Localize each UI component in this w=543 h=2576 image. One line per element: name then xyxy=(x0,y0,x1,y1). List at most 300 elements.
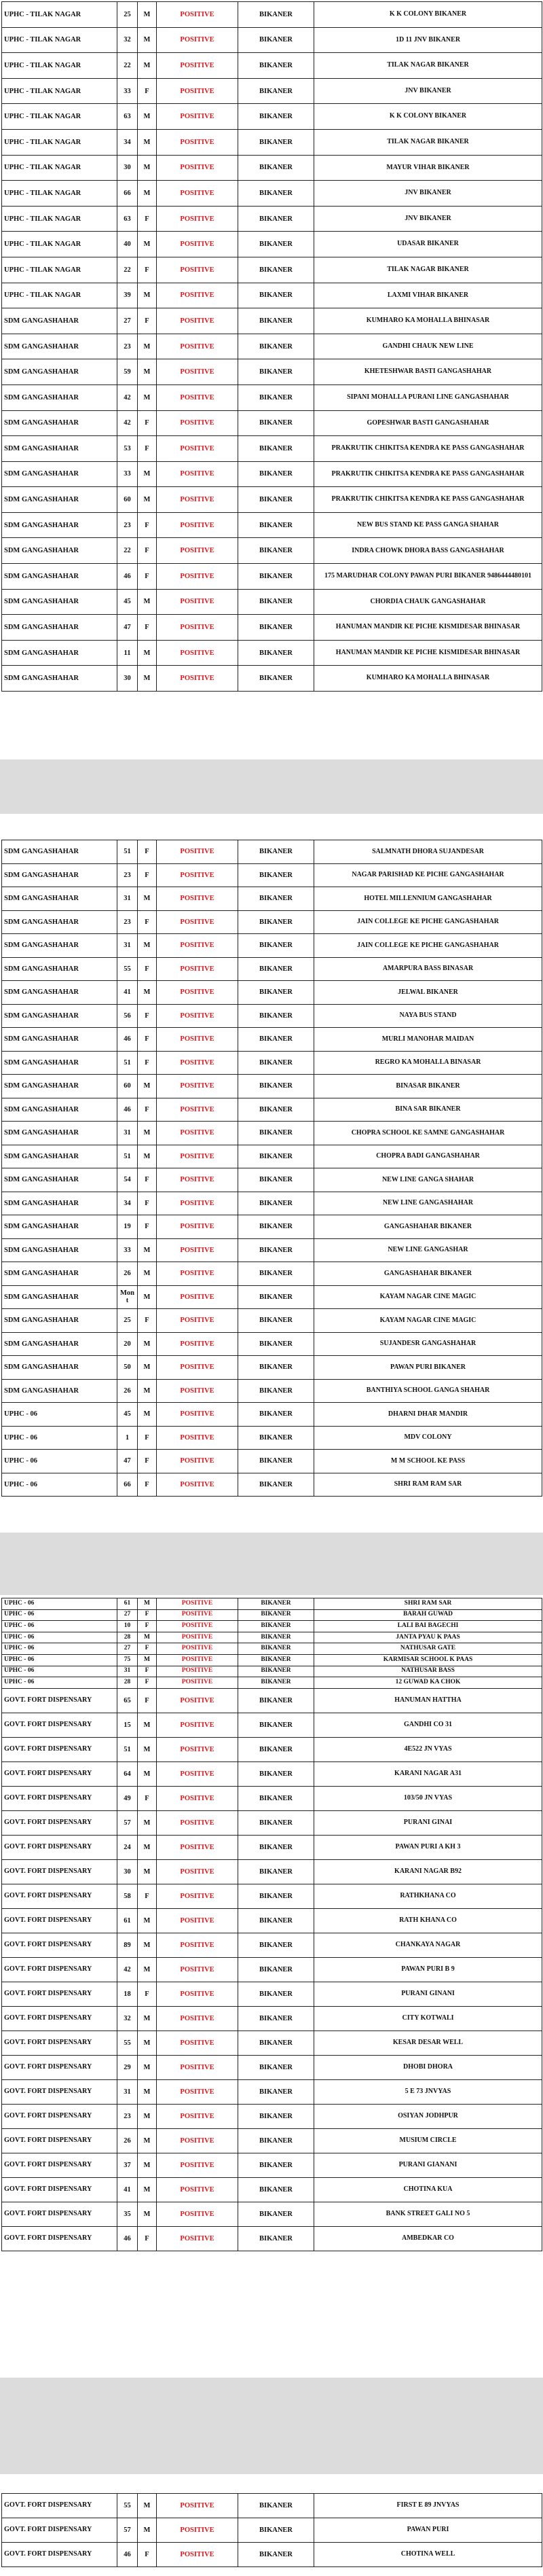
facility-cell: GOVT. FORT DISPENSARY xyxy=(2,1835,117,1859)
sex-cell: M xyxy=(138,181,157,207)
address-cell: LALI BAI BAGECHI xyxy=(314,1621,542,1632)
sex-cell: M xyxy=(138,1761,157,1786)
address-cell: JNV BIKANER xyxy=(314,78,542,104)
age-cell: 19 xyxy=(117,1215,138,1239)
status-cell: POSITIVE xyxy=(157,1933,238,1957)
age-cell: 30 xyxy=(117,155,138,181)
facility-cell: UPHC - 06 xyxy=(2,1666,117,1677)
facility-cell: GOVT. FORT DISPENSARY xyxy=(2,2031,117,2055)
city-cell: BIKANER xyxy=(238,104,314,130)
city-cell: BIKANER xyxy=(238,1098,314,1122)
sex-cell: F xyxy=(138,1688,157,1713)
age-cell: 30 xyxy=(117,1859,138,1884)
city-cell: BIKANER xyxy=(238,981,314,1005)
table-row xyxy=(2,1835,542,1859)
age-cell: Mont xyxy=(117,1285,138,1309)
sex-cell: F xyxy=(138,308,157,334)
facility-cell: GOVT. FORT DISPENSARY xyxy=(2,1761,117,1786)
age-cell: 64 xyxy=(117,1761,138,1786)
facility-cell: GOVT. FORT DISPENSARY xyxy=(2,2177,117,2202)
age-cell: 51 xyxy=(117,1145,138,1168)
table-row xyxy=(2,2518,542,2543)
page-separator xyxy=(0,1533,543,1595)
facility-cell: SDM GANGASHAHAR xyxy=(2,589,117,615)
facility-cell: GOVT. FORT DISPENSARY xyxy=(2,2104,117,2128)
age-cell: 55 xyxy=(117,2494,138,2518)
city-cell: BIKANER xyxy=(238,910,314,934)
city-cell: BIKANER xyxy=(238,1982,314,2006)
address-cell: MDV COLONY xyxy=(314,1426,542,1450)
facility-cell: SDM GANGASHAHAR xyxy=(2,1309,117,1333)
city-cell: BIKANER xyxy=(238,1051,314,1075)
city-cell: BIKANER xyxy=(238,1262,314,1286)
facility-cell: SDM GANGASHAHAR xyxy=(2,1051,117,1075)
sex-cell: M xyxy=(138,2153,157,2177)
table-row xyxy=(2,487,542,513)
status-cell: POSITIVE xyxy=(157,232,238,257)
address-cell: K K COLONY BIKANER xyxy=(314,104,542,130)
status-cell: POSITIVE xyxy=(157,2055,238,2079)
facility-cell: GOVT. FORT DISPENSARY xyxy=(2,1713,117,1737)
status-cell: POSITIVE xyxy=(157,1309,238,1333)
table-row xyxy=(2,1356,542,1380)
age-cell: 60 xyxy=(117,487,138,513)
facility-cell: UPHC - TILAK NAGAR xyxy=(2,283,117,308)
sex-cell: F xyxy=(138,1168,157,1192)
age-cell: 22 xyxy=(117,53,138,79)
address-cell: HOTEL MILLENNIUM GANGASHAHAR xyxy=(314,887,542,911)
table-row xyxy=(2,1309,542,1333)
facility-cell: UPHC - TILAK NAGAR xyxy=(2,27,117,53)
address-cell: NEW BUS STAND KE PASS GANGA SHAHAR xyxy=(314,512,542,538)
age-cell: 24 xyxy=(117,1835,138,1859)
address-cell: RATHKHANA CO xyxy=(314,1884,542,1908)
facility-cell: GOVT. FORT DISPENSARY xyxy=(2,1957,117,1982)
address-cell: NEW LINE GANGA SHAHAR xyxy=(314,1168,542,1192)
age-cell: 41 xyxy=(117,2177,138,2202)
facility-cell: SDM GANGASHAHAR xyxy=(2,640,117,666)
table-row xyxy=(2,2031,542,2055)
facility-cell: GOVT. FORT DISPENSARY xyxy=(2,1982,117,2006)
sex-cell: M xyxy=(138,2202,157,2226)
address-cell: 4E522 JN VYAS xyxy=(314,1737,542,1761)
address-cell: HANUMAN MANDIR KE PICHE KISMIDESAR BHINASAR xyxy=(314,640,542,666)
table-row xyxy=(2,334,542,359)
sex-cell: F xyxy=(138,1884,157,1908)
status-cell: POSITIVE xyxy=(157,2031,238,2055)
table-row xyxy=(2,564,542,590)
facility-cell: UPHC - TILAK NAGAR xyxy=(2,206,117,232)
status-cell: POSITIVE xyxy=(157,640,238,666)
table-row xyxy=(2,934,542,958)
table-row xyxy=(2,512,542,538)
city-cell: BIKANER xyxy=(238,1859,314,1884)
address-cell: 5 E 73 JNVYAS xyxy=(314,2079,542,2104)
age-cell: 46 xyxy=(117,564,138,590)
facility-cell: GOVT. FORT DISPENSARY xyxy=(2,2226,117,2251)
age-cell: 59 xyxy=(117,359,138,385)
address-cell: MURLI MANOHAR MAIDAN xyxy=(314,1028,542,1052)
status-cell: POSITIVE xyxy=(157,1122,238,1145)
city-cell: BIKANER xyxy=(238,1677,314,1689)
sex-cell: F xyxy=(138,1677,157,1689)
status-cell: POSITIVE xyxy=(157,981,238,1005)
age-cell: 55 xyxy=(117,2031,138,2055)
facility-cell: SDM GANGASHAHAR xyxy=(2,1122,117,1145)
status-cell: POSITIVE xyxy=(157,1215,238,1239)
age-cell: 41 xyxy=(117,981,138,1005)
address-cell: CHOPRA BADI GANGASHAHAR xyxy=(314,1145,542,1168)
address-cell: 1D 11 JNV BIKANER xyxy=(314,27,542,53)
table-row xyxy=(2,359,542,385)
status-cell: POSITIVE xyxy=(157,1356,238,1380)
age-cell: 31 xyxy=(117,1122,138,1145)
address-cell: HANUMAN MANDIR KE PICHE KISMIDESAR BHINASAR xyxy=(314,615,542,641)
age-cell: 23 xyxy=(117,863,138,887)
city-cell: BIKANER xyxy=(238,2543,314,2567)
table-row xyxy=(2,461,542,487)
table-row xyxy=(2,2104,542,2128)
age-cell: 32 xyxy=(117,2006,138,2031)
facility-cell: SDM GANGASHAHAR xyxy=(2,863,117,887)
sex-cell: M xyxy=(138,589,157,615)
case-table xyxy=(1,840,542,1497)
table-row xyxy=(2,1908,542,1933)
sex-cell: M xyxy=(138,1908,157,1933)
age-cell: 57 xyxy=(117,1810,138,1835)
address-cell: KHETESHWAR BASTI GANGASHAHAR xyxy=(314,359,542,385)
table-row xyxy=(2,1238,542,1262)
facility-cell: SDM GANGASHAHAR xyxy=(2,436,117,462)
sex-cell: F xyxy=(138,538,157,564)
document-page xyxy=(0,814,543,1533)
table-row xyxy=(2,1761,542,1786)
table-row xyxy=(2,1004,542,1028)
address-cell: JELWAL BIKANER xyxy=(314,981,542,1005)
city-cell: BIKANER xyxy=(238,1654,314,1666)
city-cell: BIKANER xyxy=(238,1688,314,1713)
sex-cell: M xyxy=(138,2031,157,2055)
address-cell: HANUMAN HATTHA xyxy=(314,1688,542,1713)
city-cell: BIKANER xyxy=(238,1598,314,1610)
facility-cell: SDM GANGASHAHAR xyxy=(2,308,117,334)
status-cell: POSITIVE xyxy=(157,887,238,911)
city-cell: BIKANER xyxy=(238,334,314,359)
sex-cell: F xyxy=(138,257,157,283)
facility-cell: UPHC - 06 xyxy=(2,1426,117,1450)
facility-cell: SDM GANGASHAHAR xyxy=(2,1098,117,1122)
sex-cell: F xyxy=(138,206,157,232)
status-cell: POSITIVE xyxy=(157,436,238,462)
table-row xyxy=(2,2128,542,2153)
age-cell: 18 xyxy=(117,1982,138,2006)
city-cell: BIKANER xyxy=(238,1332,314,1356)
age-cell: 25 xyxy=(117,2,138,28)
age-cell: 27 xyxy=(117,308,138,334)
table-row xyxy=(2,2055,542,2079)
status-cell: POSITIVE xyxy=(157,181,238,207)
table-row xyxy=(2,1285,542,1309)
age-cell: 42 xyxy=(117,384,138,410)
city-cell: BIKANER xyxy=(238,1761,314,1786)
sex-cell: M xyxy=(138,666,157,692)
age-cell: 31 xyxy=(117,1666,138,1677)
status-cell: POSITIVE xyxy=(157,1654,238,1666)
sex-cell: M xyxy=(138,1122,157,1145)
table-row xyxy=(2,981,542,1005)
status-cell: POSITIVE xyxy=(157,1957,238,1982)
sex-cell: F xyxy=(138,1028,157,1052)
age-cell: 23 xyxy=(117,334,138,359)
status-cell: POSITIVE xyxy=(157,487,238,513)
address-cell: KESAR DESAR WELL xyxy=(314,2031,542,2055)
address-cell: BINASAR BIKANER xyxy=(314,1075,542,1098)
status-cell: POSITIVE xyxy=(157,2494,238,2518)
sex-cell: M xyxy=(138,104,157,130)
facility-cell: UPHC - TILAK NAGAR xyxy=(2,181,117,207)
address-cell: NATHUSAR GATE xyxy=(314,1643,542,1655)
facility-cell: GOVT. FORT DISPENSARY xyxy=(2,1908,117,1933)
address-cell: JNV BIKANER xyxy=(314,206,542,232)
city-cell: BIKANER xyxy=(238,436,314,462)
age-cell: 35 xyxy=(117,2202,138,2226)
sex-cell: M xyxy=(138,934,157,958)
sex-cell: F xyxy=(138,410,157,436)
city-cell: BIKANER xyxy=(238,2494,314,2518)
table-row xyxy=(2,1982,542,2006)
sex-cell: F xyxy=(138,2543,157,2567)
address-cell: AMBEDKAR CO xyxy=(314,2226,542,2251)
table-row xyxy=(2,957,542,981)
age-cell: 39 xyxy=(117,283,138,308)
address-cell: KARANI NAGAR A31 xyxy=(314,1761,542,1786)
status-cell: POSITIVE xyxy=(157,1621,238,1632)
address-cell: SALMNATH DHORA SUJANDESAR xyxy=(314,840,542,864)
facility-cell: GOVT. FORT DISPENSARY xyxy=(2,1884,117,1908)
table-row xyxy=(2,589,542,615)
city-cell: BIKANER xyxy=(238,410,314,436)
table-row xyxy=(2,1122,542,1145)
age-cell: 33 xyxy=(117,78,138,104)
status-cell: POSITIVE xyxy=(157,104,238,130)
facility-cell: GOVT. FORT DISPENSARY xyxy=(2,2153,117,2177)
status-cell: POSITIVE xyxy=(157,2079,238,2104)
age-cell: 28 xyxy=(117,1677,138,1689)
table-row xyxy=(2,129,542,155)
address-cell: 175 MARUDHAR COLONY PAWAN PURI BIKANER 9486444480101 xyxy=(314,564,542,590)
address-cell: TILAK NAGAR BIKANER xyxy=(314,129,542,155)
facility-cell: UPHC - TILAK NAGAR xyxy=(2,78,117,104)
address-cell: GANDHI CO 31 xyxy=(314,1713,542,1737)
city-cell: BIKANER xyxy=(238,1004,314,1028)
facility-cell: GOVT. FORT DISPENSARY xyxy=(2,2128,117,2153)
address-cell: JANTA PYAU K PAAS xyxy=(314,1632,542,1643)
sex-cell: M xyxy=(138,1654,157,1666)
sex-cell: F xyxy=(138,512,157,538)
address-cell: NEW LINE GANGASHAR xyxy=(314,1238,542,1262)
address-cell: KUMHARO KA MOHALLA BHINASAR xyxy=(314,308,542,334)
address-cell: NATHUSAR BASS xyxy=(314,1666,542,1677)
sex-cell: M xyxy=(138,155,157,181)
facility-cell: GOVT. FORT DISPENSARY xyxy=(2,1859,117,1884)
status-cell: POSITIVE xyxy=(157,2226,238,2251)
facility-cell: SDM GANGASHAHAR xyxy=(2,1332,117,1356)
city-cell: BIKANER xyxy=(238,2518,314,2543)
address-cell: PAWAN PURI B 9 xyxy=(314,1957,542,1982)
table-row xyxy=(2,1933,542,1957)
address-cell: UDASAR BIKANER xyxy=(314,232,542,257)
age-cell: 60 xyxy=(117,1075,138,1098)
city-cell: BIKANER xyxy=(238,1643,314,1655)
age-cell: 46 xyxy=(117,2226,138,2251)
facility-cell: GOVT. FORT DISPENSARY xyxy=(2,2518,117,2543)
city-cell: BIKANER xyxy=(238,1835,314,1859)
facility-cell: UPHC - 06 xyxy=(2,1621,117,1632)
city-cell: BIKANER xyxy=(238,257,314,283)
sex-cell: M xyxy=(138,129,157,155)
sex-cell: M xyxy=(138,27,157,53)
city-cell: BIKANER xyxy=(238,1810,314,1835)
sex-cell: M xyxy=(138,1598,157,1610)
city-cell: BIKANER xyxy=(238,2031,314,2055)
address-cell: PRAKRUTIK CHIKITSA KENDRA KE PASS GANGASHAHAR xyxy=(314,436,542,462)
facility-cell: SDM GANGASHAHAR xyxy=(2,1285,117,1309)
address-cell: GANGASHAHAR BIKANER xyxy=(314,1262,542,1286)
sex-cell: M xyxy=(138,1403,157,1427)
city-cell: BIKANER xyxy=(238,2128,314,2153)
sex-cell: M xyxy=(138,232,157,257)
address-cell: SHRI RAM SAR xyxy=(314,1598,542,1610)
address-cell: KUMHARO KA MOHALLA BHINASAR xyxy=(314,666,542,692)
table-row xyxy=(2,840,542,864)
table-row xyxy=(2,27,542,53)
city-cell: BIKANER xyxy=(238,461,314,487)
facility-cell: SDM GANGASHAHAR xyxy=(2,910,117,934)
age-cell: 30 xyxy=(117,666,138,692)
sex-cell: M xyxy=(138,2494,157,2518)
facility-cell: SDM GANGASHAHAR xyxy=(2,1379,117,1403)
address-cell: KAYAM NAGAR CINE MAGIC xyxy=(314,1309,542,1333)
address-cell: PRAKRUTIK CHIKITSA KENDRA KE PASS GANGASHAHAR xyxy=(314,461,542,487)
facility-cell: GOVT. FORT DISPENSARY xyxy=(2,1737,117,1761)
status-cell: POSITIVE xyxy=(157,957,238,981)
age-cell: 34 xyxy=(117,1192,138,1215)
city-cell: BIKANER xyxy=(238,1908,314,1933)
address-cell: GANGASHAHAR BIKANER xyxy=(314,1215,542,1239)
status-cell: POSITIVE xyxy=(157,2543,238,2567)
case-table xyxy=(1,1,542,692)
table-row xyxy=(2,887,542,911)
address-cell: KAYAM NAGAR CINE MAGIC xyxy=(314,1285,542,1309)
address-cell: AMARPURA BASS BINASAR xyxy=(314,957,542,981)
table-row xyxy=(2,1666,542,1677)
table-row xyxy=(2,1598,542,1610)
sex-cell: M xyxy=(138,1737,157,1761)
table-row xyxy=(2,640,542,666)
status-cell: POSITIVE xyxy=(157,129,238,155)
city-cell: BIKANER xyxy=(238,1884,314,1908)
address-cell: JAIN COLLEGE KE PICHE GANGASHAHAR xyxy=(314,934,542,958)
status-cell: POSITIVE xyxy=(157,1332,238,1356)
status-cell: POSITIVE xyxy=(157,410,238,436)
city-cell: BIKANER xyxy=(238,487,314,513)
facility-cell: GOVT. FORT DISPENSARY xyxy=(2,2543,117,2567)
address-cell: PAWAN PURI xyxy=(314,2518,542,2543)
table-row xyxy=(2,283,542,308)
city-cell: BIKANER xyxy=(238,1168,314,1192)
age-cell: 61 xyxy=(117,1598,138,1610)
table-row xyxy=(2,1810,542,1835)
address-cell: SIPANI MOHALLA PURANI LINE GANGASHAHAR xyxy=(314,384,542,410)
status-cell: POSITIVE xyxy=(157,1884,238,1908)
sex-cell: M xyxy=(138,1859,157,1884)
sex-cell: M xyxy=(138,1632,157,1643)
status-cell: POSITIVE xyxy=(157,1145,238,1168)
address-cell: INDRA CHOWK DHORA BASS GANGASHAHAR xyxy=(314,538,542,564)
sex-cell: F xyxy=(138,1982,157,2006)
table-row xyxy=(2,2226,542,2251)
address-cell: DHOBI DHORA xyxy=(314,2055,542,2079)
age-cell: 54 xyxy=(117,1168,138,1192)
age-cell: 33 xyxy=(117,461,138,487)
sex-cell: M xyxy=(138,2,157,28)
facility-cell: SDM GANGASHAHAR xyxy=(2,538,117,564)
sex-cell: M xyxy=(138,53,157,79)
sex-cell: F xyxy=(138,1609,157,1621)
table-row xyxy=(2,1192,542,1215)
address-cell: 12 GUWAD KA CHOK xyxy=(314,1677,542,1689)
table-row xyxy=(2,1145,542,1168)
city-cell: BIKANER xyxy=(238,232,314,257)
address-cell: 103/50 JN VYAS xyxy=(314,1786,542,1810)
facility-cell: SDM GANGASHAHAR xyxy=(2,981,117,1005)
facility-cell: GOVT. FORT DISPENSARY xyxy=(2,1933,117,1957)
age-cell: 46 xyxy=(117,2543,138,2567)
city-cell: BIKANER xyxy=(238,1403,314,1427)
status-cell: POSITIVE xyxy=(157,1403,238,1427)
city-cell: BIKANER xyxy=(238,840,314,864)
table-row xyxy=(2,2,542,28)
table-row xyxy=(2,181,542,207)
table-row xyxy=(2,1450,542,1473)
table-row xyxy=(2,1473,542,1497)
address-cell: MAYUR VIHAR BIKANER xyxy=(314,155,542,181)
table-row xyxy=(2,1884,542,1908)
age-cell: 42 xyxy=(117,1957,138,1982)
sex-cell: F xyxy=(138,863,157,887)
age-cell: 23 xyxy=(117,910,138,934)
age-cell: 34 xyxy=(117,129,138,155)
age-cell: 66 xyxy=(117,1473,138,1497)
address-cell: JAIN COLLEGE KE PICHE GANGASHAHAR xyxy=(314,910,542,934)
status-cell: POSITIVE xyxy=(157,155,238,181)
facility-cell: UPHC - TILAK NAGAR xyxy=(2,53,117,79)
facility-cell: SDM GANGASHAHAR xyxy=(2,957,117,981)
age-cell: 63 xyxy=(117,104,138,130)
table-row xyxy=(2,2543,542,2567)
facility-cell: SDM GANGASHAHAR xyxy=(2,666,117,692)
age-cell: 45 xyxy=(117,1403,138,1427)
city-cell: BIKANER xyxy=(238,1238,314,1262)
status-cell: POSITIVE xyxy=(157,1982,238,2006)
facility-cell: GOVT. FORT DISPENSARY xyxy=(2,2055,117,2079)
sex-cell: F xyxy=(138,1309,157,1333)
city-cell: BIKANER xyxy=(238,1426,314,1450)
sex-cell: M xyxy=(138,1933,157,1957)
status-cell: POSITIVE xyxy=(157,1450,238,1473)
status-cell: POSITIVE xyxy=(157,1859,238,1884)
sex-cell: M xyxy=(138,283,157,308)
